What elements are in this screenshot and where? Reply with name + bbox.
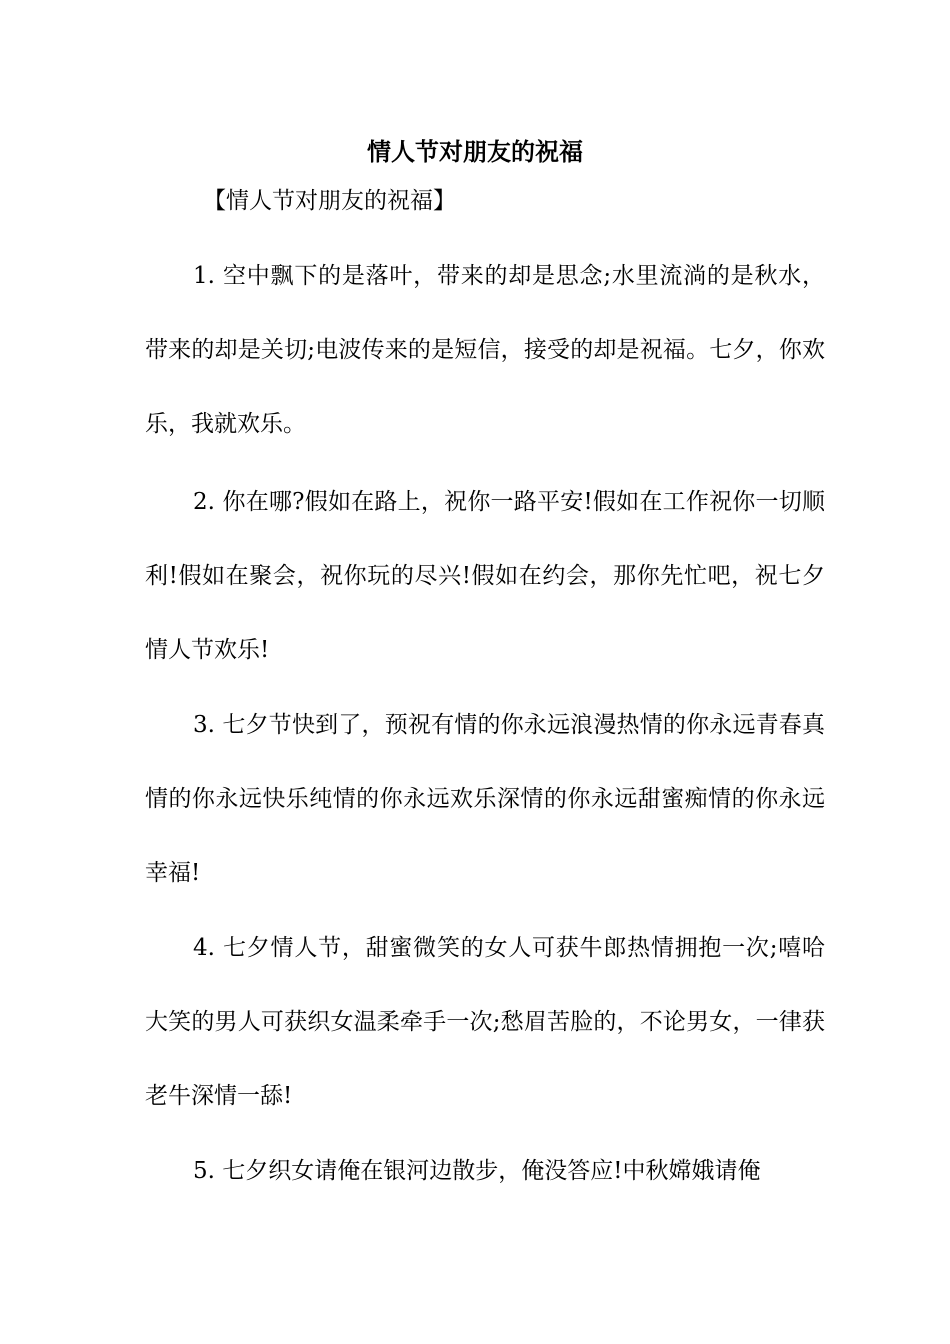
document-title: 情人节对朋友的祝福 [367, 138, 583, 166]
paragraph-2: 2. 你在哪?假如在路上，祝你一路平安!假如在工作祝你一切顺利!假如在聚会，祝你玩的尽兴!假如在约会，那你先忙吧，祝七夕情人节欢乐! [145, 489, 825, 663]
paragraph-1: 1. 空中飘下的是落叶，带来的却是思念;水里流淌的是秋水，带来的却是关切;电波传来的是短信，接受的却是祝福。七夕，你欢乐，我就欢乐。 [145, 263, 825, 437]
paragraph-3: 3. 七夕节快到了，预祝有情的你永远浪漫热情的你永远青春真情的你永远快乐纯情的你永远欢乐深情的你永远甜蜜痴情的你永远幸福! [145, 712, 825, 886]
document-subtitle: 【情人节对朋友的祝福】 [203, 188, 456, 214]
paragraph-4: 4. 七夕情人节，甜蜜微笑的女人可获牛郎热情拥抱一次;嘻哈大笑的男人可获织女温柔牵手一次;愁眉苦脸的，不论男女，一律获老牛深情一舔! [145, 935, 825, 1109]
paragraph-5: 5. 七夕织女请俺在银河边散步，俺没答应!中秋嫦娥请俺 [193, 1158, 761, 1184]
